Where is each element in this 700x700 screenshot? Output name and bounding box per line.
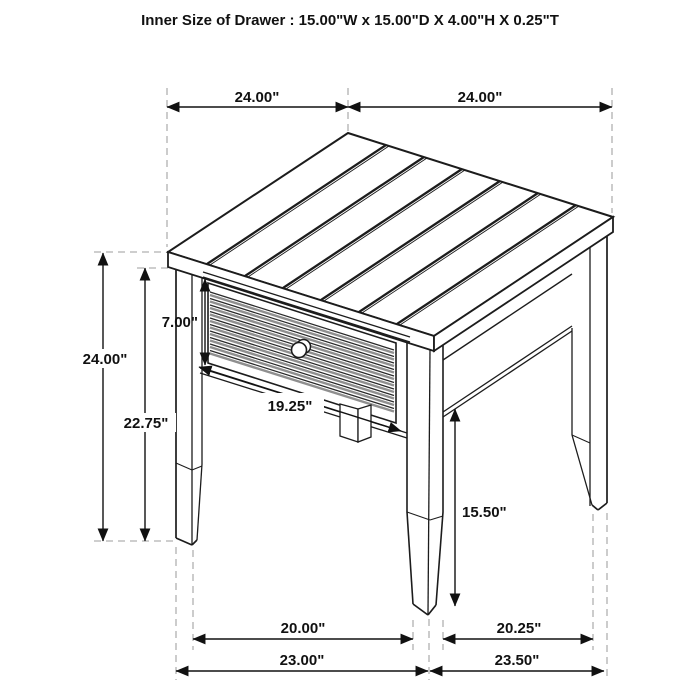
- dim-label-drawer-height: 7.00": [161, 314, 198, 331]
- dim-label-top-depth: 24.00": [457, 89, 503, 106]
- dim-label-overall-height: 24.00": [82, 351, 128, 368]
- dim-label-underside-height: 22.75": [123, 415, 169, 432]
- dim-label-front-leg-span: 20.00": [280, 620, 326, 637]
- dim-label-side-leg-span: 20.25": [496, 620, 542, 637]
- dim-label-side-base-width: 23.50": [494, 652, 540, 669]
- dim-label-drawer-width: 19.25": [267, 398, 313, 415]
- title: Inner Size of Drawer : 15.00"W x 15.00"D X 4.00"H X 0.25"T: [141, 12, 559, 29]
- back-right-leg: [572, 236, 607, 510]
- dim-label-top-width: 24.00": [234, 89, 280, 106]
- dim-label-front-base-width: 23.00": [279, 652, 325, 669]
- drawer-glide-block: [340, 404, 371, 442]
- dim-label-apron-floor: 15.50": [462, 504, 507, 521]
- front-left-leg: [176, 270, 202, 545]
- front-corner-leg: [407, 342, 443, 615]
